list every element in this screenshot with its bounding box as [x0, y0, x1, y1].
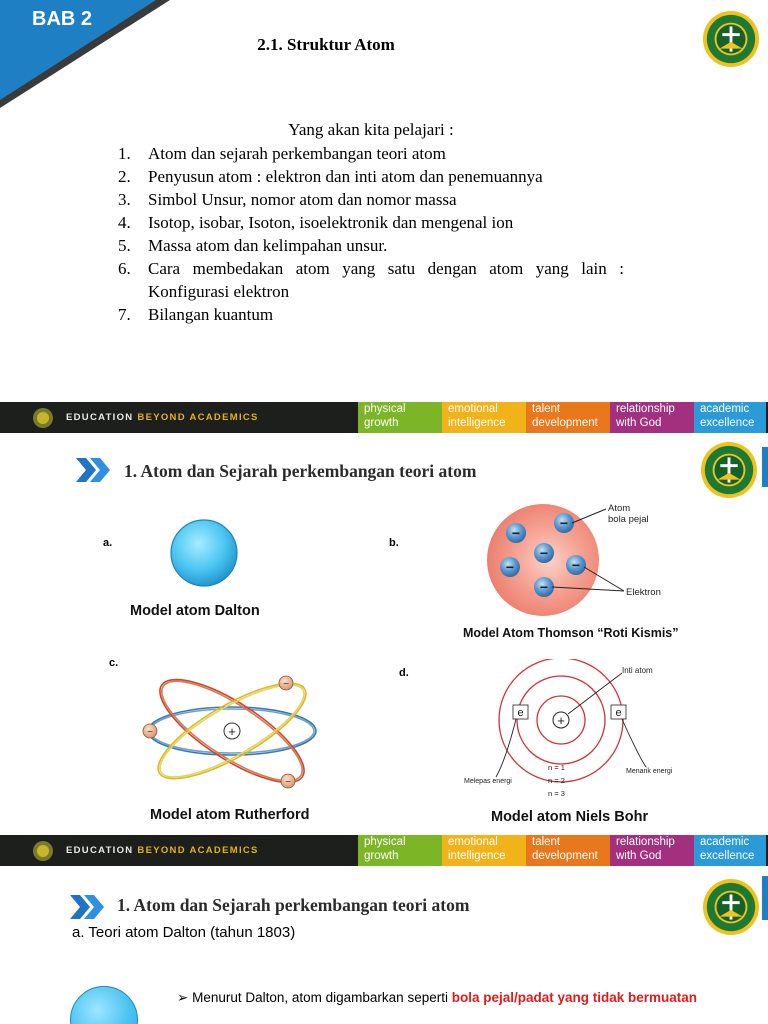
- panel-letter-a: a.: [103, 537, 113, 549]
- pill-academic-excellence: academic excellence: [694, 402, 766, 433]
- edge-tab: [762, 876, 768, 920]
- list-item: 5. Massa atom dan kelimpahan unsur.: [118, 236, 388, 255]
- topic-list: [118, 142, 624, 326]
- label-n1: n = 1: [548, 763, 565, 772]
- label-n3: n = 3: [548, 789, 565, 798]
- slide-struktur-atom: [0, 0, 768, 402]
- label-melepas-energi: Melepas energi: [464, 778, 512, 785]
- electron-label: e: [517, 707, 524, 719]
- electron-sign: −: [147, 727, 153, 738]
- school-seal-logo: [702, 10, 760, 68]
- label-inti-atom: Inti atom: [622, 666, 653, 675]
- pill-talent-development: talent development: [526, 835, 610, 866]
- edge-tab: [762, 447, 768, 487]
- leaf-emblem-icon: [32, 840, 54, 862]
- label-elektron: Elektron: [626, 587, 661, 598]
- panel-letter-b: b.: [389, 537, 399, 549]
- bullet-point: ➢ Menurut Dalton, atom digambarkan seperti bola pejal/padat yang tidak bermuatan: [177, 990, 698, 1005]
- pill-talent-development: talent development: [526, 402, 610, 433]
- leaf-emblem-icon: [32, 407, 54, 429]
- label-n2: n = 2: [548, 776, 565, 785]
- slide-atom-models: [0, 433, 768, 835]
- list-item: 1. Atom dan sejarah perkembangan teori atom: [118, 144, 446, 163]
- electron-label: e: [615, 707, 622, 719]
- list-item: 6. Cara membedakan atom yang satu dengan atom yang lain : Konfigurasi elektron: [118, 259, 624, 301]
- subheading: a. Teori atom Dalton (tahun 1803): [72, 924, 296, 941]
- electron-sign: −: [539, 579, 549, 595]
- intro-text: Yang akan kita pelajari :: [288, 120, 454, 139]
- footer-band: [0, 835, 768, 866]
- label-menarik-energi: Menarik energi: [626, 768, 673, 775]
- footer-slogan: EDUCATION BEYOND ACADEMICS: [66, 845, 259, 856]
- electron-sign: −: [285, 777, 291, 788]
- value-pills: [358, 835, 766, 866]
- electron-sign: −: [283, 679, 289, 690]
- slide-heading: 1. Atom dan Sejarah perkembangan teori atom: [124, 461, 477, 481]
- electron-sign: −: [539, 545, 549, 561]
- label-atom: Atom: [608, 503, 631, 514]
- value-pills: [358, 402, 766, 433]
- list-item: 7. Bilangan kuantum: [118, 305, 274, 324]
- pill-physical-growth: physical growth: [358, 835, 442, 866]
- slide-dalton-theory: [0, 866, 768, 1024]
- electron-sign: −: [559, 515, 569, 531]
- rutherford-diagram: [136, 669, 326, 793]
- list-item: 3. Simbol Unsur, nomor atom dan nomor massa: [118, 190, 457, 209]
- pill-academic-excellence: academic excellence: [694, 835, 766, 866]
- list-item: 4. Isotop, isobar, Isoton, isoelektronik dan mengenal ion: [118, 213, 514, 232]
- pill-relationship-with-god: relationship with God: [610, 835, 694, 866]
- electron-sign: −: [571, 557, 581, 573]
- bohr-diagram: [456, 659, 696, 805]
- arrow-bullet-icon: ➢: [177, 990, 189, 1005]
- double-chevron-icon: [70, 894, 106, 920]
- pill-relationship-with-god: relationship with God: [610, 402, 694, 433]
- footer-slogan: EDUCATION BEYOND ACADEMICS: [66, 412, 259, 423]
- slide-title: 2.1. Struktur Atom: [257, 35, 395, 54]
- pill-physical-growth: physical growth: [358, 402, 442, 433]
- school-seal-logo: [702, 878, 760, 936]
- caption-bohr: Model atom Niels Bohr: [491, 809, 649, 825]
- caption-dalton: Model atom Dalton: [130, 603, 260, 619]
- label-bola-pejal: bola pejal: [608, 514, 649, 525]
- caption-rutherford: Model atom Rutherford: [150, 807, 310, 823]
- thomson-diagram: [480, 497, 680, 621]
- electron-sign: −: [511, 525, 521, 541]
- list-item: 2. Penyusun atom : elektron dan inti atom dan penemuannya: [118, 167, 543, 186]
- panel-letter-d: d.: [399, 667, 409, 679]
- chapter-label: BAB 2: [32, 8, 93, 30]
- pill-emotional-intelligence: emotional intelligence: [442, 402, 526, 433]
- school-seal-logo: [700, 441, 758, 499]
- electron-sign: −: [505, 559, 515, 575]
- nucleus-sign: +: [557, 713, 565, 728]
- slide-heading: 1. Atom dan Sejarah perkembangan teori atom: [117, 895, 470, 915]
- dalton-sphere: [168, 517, 240, 589]
- footer-band: [0, 402, 768, 433]
- dalton-sphere: [70, 986, 138, 1024]
- caption-thomson: Model Atom Thomson “Roti Kismis”: [463, 626, 679, 640]
- pill-emotional-intelligence: emotional intelligence: [442, 835, 526, 866]
- double-chevron-icon: [76, 457, 112, 483]
- panel-letter-c: c.: [109, 657, 119, 669]
- nucleus-sign: +: [228, 724, 236, 739]
